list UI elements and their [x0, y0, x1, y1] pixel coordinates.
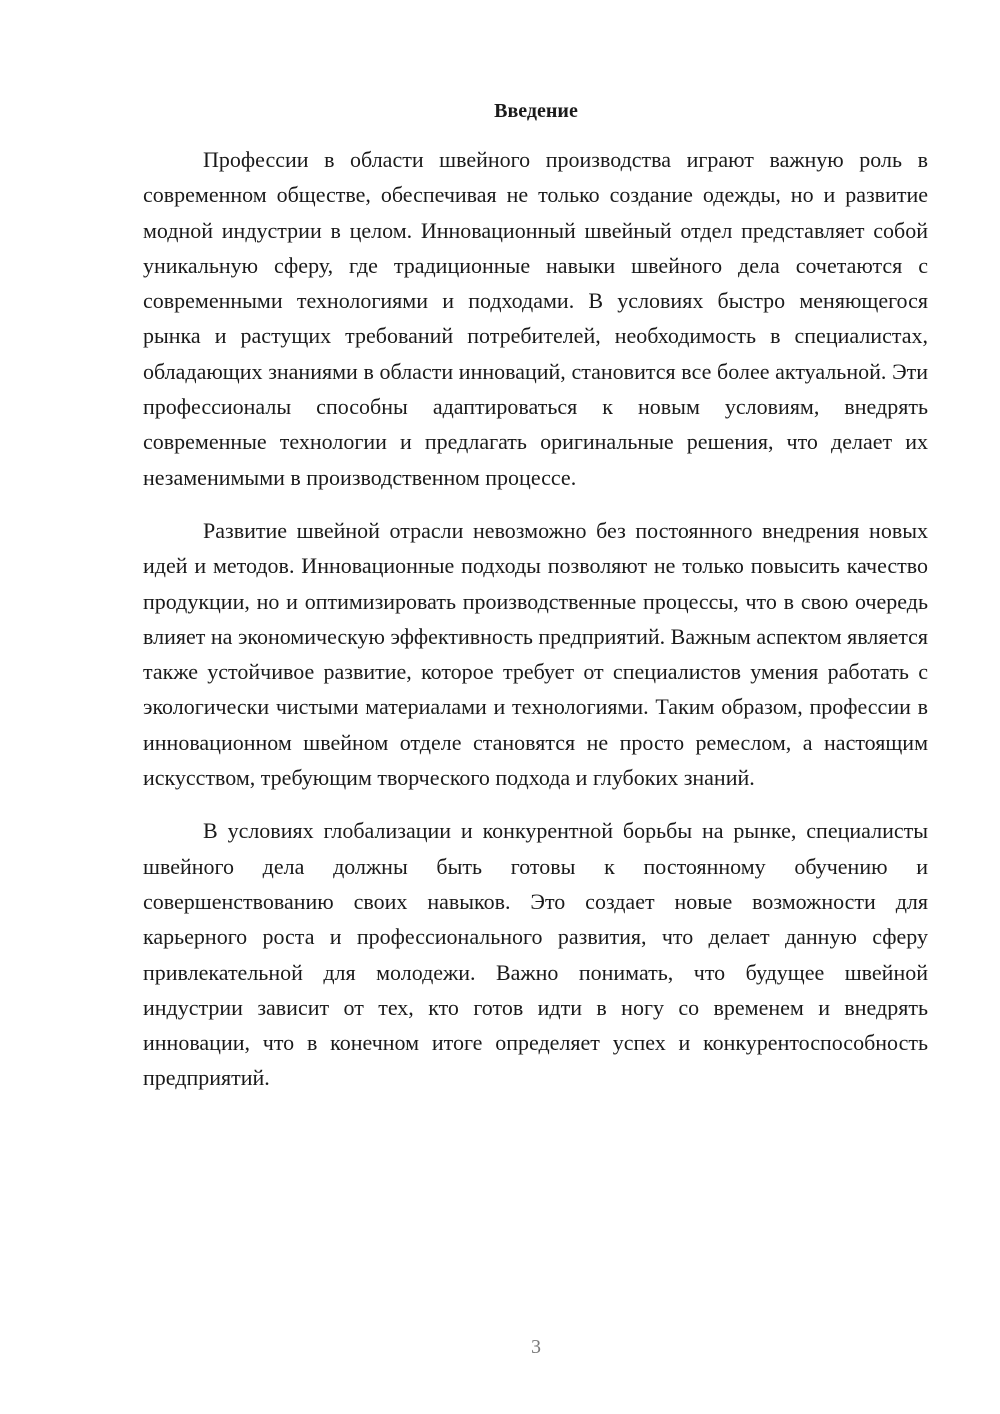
section-title: Введение [494, 100, 578, 122]
body-text [143, 142, 928, 1096]
paragraph-1: Профессии в области швейного производства играют важную роль в современном обществе, обеспечивая не только создание одежды, но и развитие модной индустрии в целом. Инновационный швейный отдел представляет собой уникальную сферу, где традиционные навыки швейного дела сочетаются с современными технологиями и подходами. В условиях быстро меняющегося рынка и растущих требований потребителей, необходимость в специалистах, обладающих знаниями в области инноваций, становится все более актуальной. Эти профессионалы способны адаптироваться к новым условиям, внедрять современные технологии и предлагать оригинальные решения, что делает их незаменимыми в производственном процессе. [143, 147, 928, 490]
paragraph-3: В условиях глобализации и конкурентной борьбы на рынке, специалисты швейного дела должны быть готовы к постоянному обучению и совершенствованию своих навыков. Это создает новые возможности для карьерного роста и профессионального развития, что делает данную сферу привлекательной для молодежи. Важно понимать, что будущее швейной индустрии зависит от тех, кто готов идти в ногу со временем и внедрять инновации, что в конечном итоге определяет успех и конкурентоспособность предприятий. [143, 818, 928, 1091]
page-number: 3 [531, 1336, 541, 1358]
paragraph-2: Развитие швейной отрасли невозможно без постоянного внедрения новых идей и методов. Инновационные подходы позволяют не только повысить качество продукции, но и оптимизировать производственные процессы, что в свою очередь влияет на экономическую эффективность предприятий. Важным аспектом является также устойчивое развитие, которое требует от специалистов умения работать с экологически чистыми материалами и технологиями. Таким образом, профессии в инновационном швейном отделе становятся не просто ремеслом, а настоящим искусством, требующим творческого подхода и глубоких знаний. [143, 517, 928, 791]
